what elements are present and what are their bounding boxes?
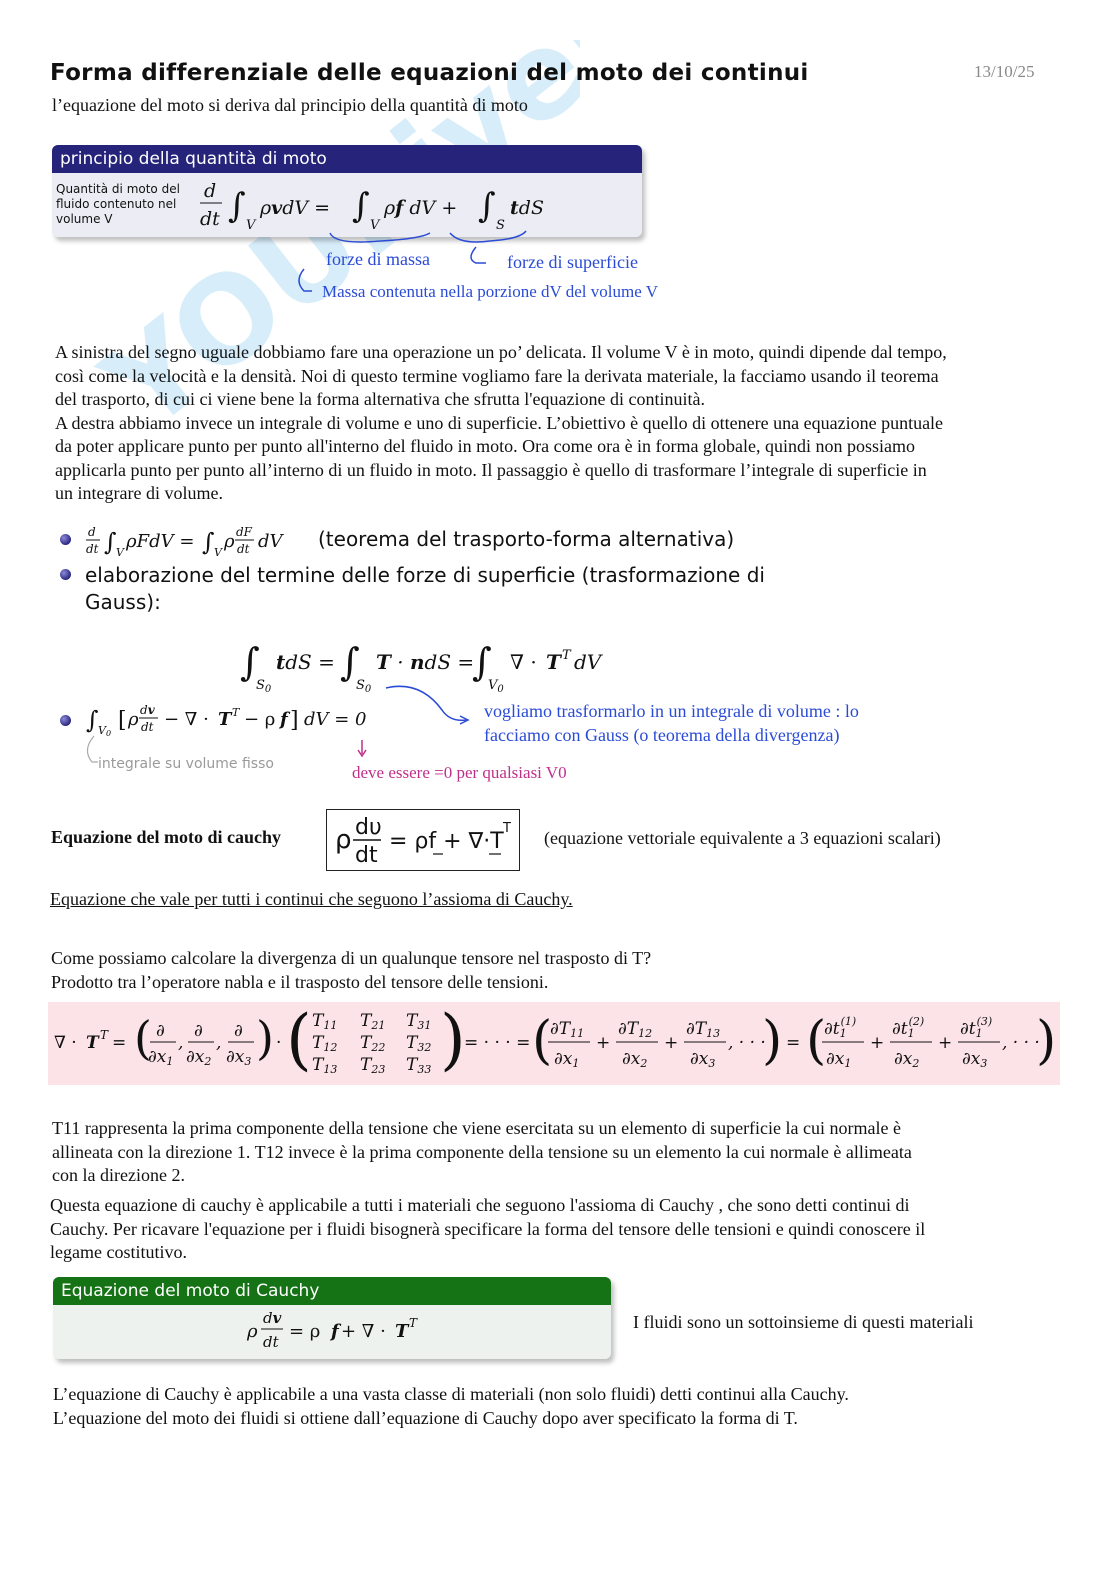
divergence-band xyxy=(48,1002,1060,1085)
svg-text:ρ: ρ xyxy=(128,709,139,730)
svg-text:f: f xyxy=(280,709,288,730)
svg-text:tdS =: tdS = xyxy=(276,650,335,674)
page-title: Forma differenziale delle equazioni del moto dei continui xyxy=(50,60,809,86)
svg-text:∇ ·: ∇ · xyxy=(54,1033,77,1053)
svg-text:− ρ: − ρ xyxy=(244,709,276,730)
svg-text:T: T xyxy=(546,650,561,674)
svg-text:∂t1(2): ∂t1(2) xyxy=(892,1015,925,1040)
cauchy-box-side-note: I fluidi sono un sottoinsieme di questi materiali xyxy=(633,1312,974,1332)
svg-text:S: S xyxy=(496,218,505,233)
svg-text:∫: ∫ xyxy=(340,640,360,684)
svg-text:T21: T21 xyxy=(360,1011,386,1032)
svg-text:ρ: ρ xyxy=(335,825,352,855)
bullet-3 xyxy=(60,715,71,726)
svg-text:ρvdV =: ρvdV = xyxy=(260,197,331,219)
svg-text:∂x2: ∂x2 xyxy=(186,1047,212,1068)
annotation-volume-fisso: integrale su volume fisso xyxy=(98,756,274,772)
svg-text:+ ∇ ·: + ∇ · xyxy=(341,1321,386,1342)
svg-text:V: V xyxy=(116,546,124,559)
annotation-forze-massa: forze di massa xyxy=(326,249,430,269)
svg-text:ρ: ρ xyxy=(224,531,235,552)
svg-text:T · ndS =: T · ndS = xyxy=(376,650,475,674)
svg-text:dv: dv xyxy=(140,703,155,717)
principio-box-label: Quantità di moto del fluido contenuto nel volume V xyxy=(56,182,180,226)
svg-text:∂x3: ∂x3 xyxy=(962,1049,988,1070)
svg-text:+: + xyxy=(870,1033,885,1053)
svg-text:V0: V0 xyxy=(98,724,112,738)
svg-text:dt: dt xyxy=(237,542,250,556)
svg-text:T31: T31 xyxy=(406,1011,432,1032)
bullet-1 xyxy=(60,534,71,545)
bullet-2-text: elaborazione del termine delle forze di superficie (trasformazione di Gauss): xyxy=(85,563,765,614)
svg-text:dυ: dυ xyxy=(355,815,382,840)
svg-text:+: + xyxy=(664,1033,679,1053)
svg-text:d: d xyxy=(88,525,96,539)
cauchy-box-heading: Equazione del moto di Cauchy xyxy=(53,1277,611,1305)
svg-text:dt: dt xyxy=(86,542,99,556)
svg-text:= ρ: = ρ xyxy=(289,1321,321,1342)
svg-text:=: = xyxy=(112,1033,127,1053)
svg-text:= ρf + ∇·T: = ρf + ∇·T xyxy=(389,829,504,854)
svg-text:∫: ∫ xyxy=(352,186,370,226)
svg-text:): ) xyxy=(440,1002,466,1078)
vale-line: Equazione che vale per tutti i continui che seguono l’assioma di Cauchy. xyxy=(50,889,573,909)
svg-text:∂x1: ∂x1 xyxy=(826,1049,852,1070)
svg-text:(: ( xyxy=(806,1011,827,1071)
svg-text:): ) xyxy=(1036,1011,1057,1071)
svg-text:T32: T32 xyxy=(406,1033,432,1054)
svg-text:ρf dV +: ρf dV + xyxy=(384,197,458,219)
svg-text:∂T13: ∂T13 xyxy=(686,1019,721,1040)
svg-text:ρFdV =: ρFdV = xyxy=(126,531,195,552)
page-date: 13/10/25 xyxy=(974,62,1035,81)
cauchy-box-equation xyxy=(243,1307,443,1357)
svg-text:·: · xyxy=(276,1033,282,1053)
subtitle: l’equazione del moto si deriva dal principio della quantità di moto xyxy=(52,95,528,115)
svg-text:dV: dV xyxy=(574,650,602,674)
svg-text:∂x3: ∂x3 xyxy=(690,1049,716,1070)
bullet-2 xyxy=(60,569,71,580)
annotation-forze-superficie: forze di superficie xyxy=(507,252,638,272)
cauchy-eq-note: (equazione vettoriale equivalente a 3 equazioni scalari) xyxy=(544,828,941,848)
svg-text:T13: T13 xyxy=(312,1055,338,1076)
svg-text:T: T xyxy=(232,706,240,719)
svg-text:∇ ·: ∇ · xyxy=(510,650,537,674)
svg-text:dt: dt xyxy=(355,843,378,868)
paragraph-3: Questa equazione di cauchy è applicabile a tutti i materiali che seguono l'assioma di Cauchy , che sono detti continui di Cauchy. Per ricavare l'equazione per i fluidi bisognerà specificare la forma del tensore delle tensioni e quindi conoscere il legame costitutivo. xyxy=(50,1195,926,1262)
cauchy-handwritten-equation xyxy=(327,810,519,870)
transport-theorem-formula xyxy=(84,522,324,562)
svg-text:T: T xyxy=(395,1321,409,1342)
svg-text:V0: $V_0$ xyxy=(488,678,504,695)
paragraph-4: L’equazione di Cauchy è applicabile a una vasta classe di materiali (non solo fluidi) detti continui alla Cauchy. L’equazione del moto dei fluidi si ottiene dall’equazione di Cauchy dopo aver specificato la forma di T. xyxy=(53,1384,849,1428)
svg-text:, · · ·: , · · · xyxy=(1002,1033,1040,1053)
svg-text:[: [ xyxy=(118,708,127,733)
svg-text:∫: ∫ xyxy=(472,640,492,684)
divergence-formula xyxy=(48,1002,1060,1085)
svg-text:V: V xyxy=(246,218,256,233)
svg-text:,: , xyxy=(216,1033,222,1053)
svg-text:∂x1: ∂x1 xyxy=(554,1049,580,1070)
svg-text:dt: dt xyxy=(141,720,154,734)
svg-text:, · · ·: , · · · xyxy=(728,1033,766,1053)
svg-text:T: T xyxy=(562,648,571,663)
svg-text:): ) xyxy=(256,1011,274,1065)
svg-text:T: T xyxy=(409,1316,418,1330)
paragraph-2: T11 rappresenta la prima componente della tensione che viene esercitata su un elemento di superficie la cui normale è allineata con la direzione 1. T12 invece è la prima componente della tensione su un elemento la cui normale è allimeata con la direzione 2. xyxy=(52,1118,912,1185)
svg-text:∫: ∫ xyxy=(104,528,117,556)
svg-text:T12: T12 xyxy=(312,1033,338,1054)
svg-text:): ) xyxy=(762,1011,783,1071)
svg-text:V: V xyxy=(214,546,222,559)
cauchy-handwritten-box xyxy=(326,809,520,871)
svg-text:∂x2: ∂x2 xyxy=(622,1049,648,1070)
svg-text:∂t1(1): ∂t1(1) xyxy=(824,1015,857,1040)
svg-text:∫: ∫ xyxy=(202,528,215,556)
svg-text:(: ( xyxy=(532,1011,553,1071)
svg-text:∫: ∫ xyxy=(240,640,260,684)
svg-text:V: V xyxy=(370,218,380,233)
svg-text:S0: $S_0$ xyxy=(356,678,372,695)
svg-text:T: T xyxy=(86,1033,99,1053)
svg-text:T33: T33 xyxy=(406,1055,432,1076)
divergence-question: Come possiamo calcolare la divergenza di un qualunque tensore nel trasposto di T? Prodotto tra l’operatore nabla e il trasposto del tensore delle tensioni. xyxy=(51,948,652,992)
svg-text:+: + xyxy=(596,1033,611,1053)
svg-text:∂: ∂ xyxy=(234,1021,243,1041)
svg-text:d: d xyxy=(204,180,217,202)
svg-text:f: f xyxy=(331,1321,339,1342)
svg-text:]: ] xyxy=(290,708,299,733)
principio-box xyxy=(52,145,642,237)
svg-text:∂T12: ∂T12 xyxy=(618,1019,653,1040)
svg-text:T11: T11 xyxy=(312,1011,338,1032)
svg-text:,: , xyxy=(178,1033,184,1053)
cauchy-box xyxy=(53,1277,611,1359)
svg-text:T: T xyxy=(100,1028,109,1042)
svg-text:(: ( xyxy=(134,1011,152,1065)
principio-box-heading: principio della quantità di moto xyxy=(52,145,642,173)
svg-text:= · · · =: = · · · = xyxy=(464,1033,531,1053)
svg-text:dv: dv xyxy=(263,1309,282,1327)
svg-text:dt: dt xyxy=(263,1333,279,1351)
annotation-deve-essere: deve essere =0 per qualsiasi V0 xyxy=(352,763,567,782)
svg-text:∂x1: ∂x1 xyxy=(148,1047,174,1068)
svg-text:∂: ∂ xyxy=(194,1021,203,1041)
svg-text:dt: dt xyxy=(200,208,220,230)
cauchy-eq-label: Equazione del moto di cauchy xyxy=(51,827,282,847)
svg-text:dF: dF xyxy=(236,525,253,539)
svg-text:∫: ∫ xyxy=(86,706,99,734)
svg-text:∫: ∫ xyxy=(478,186,496,226)
annotation-trasformare: vogliamo trasformarlo in un integrale di volume : lo facciamo con Gauss (o teorema della divergenza) xyxy=(484,701,859,745)
svg-text:∂t1(3): ∂t1(3) xyxy=(960,1015,993,1040)
svg-text:− ∇ ·: − ∇ · xyxy=(164,709,209,730)
svg-text:∂: ∂ xyxy=(156,1021,165,1041)
svg-text:∂T11: ∂T11 xyxy=(550,1019,585,1040)
svg-text:∂x2: ∂x2 xyxy=(894,1049,920,1070)
svg-text:tdS: tdS xyxy=(510,197,544,219)
svg-text:dV: dV xyxy=(258,531,283,552)
svg-text:T: T xyxy=(503,821,511,836)
bullet-1-text: (teorema del trasporto-forma alternativa) xyxy=(318,527,735,551)
svg-text:S0: $S_0$ xyxy=(256,678,272,695)
svg-text:ρ: ρ xyxy=(247,1321,258,1342)
svg-text:(: ( xyxy=(286,1002,312,1078)
svg-text:∂x3: ∂x3 xyxy=(226,1047,252,1068)
svg-text:=: = xyxy=(786,1033,801,1053)
svg-text:T23: T23 xyxy=(360,1055,386,1076)
svg-text:+: + xyxy=(938,1033,953,1053)
annotation-massa-contenuta: Massa contenuta nella porzione dV del volume V xyxy=(322,282,658,301)
paragraph-1: A sinistra del segno uguale dobbiamo fare una operazione un po’ delicata. Il volume V è in moto, quindi dipende dal tempo, così come la velocità e la densità. Noi di questo termine vogliamo fare la derivata materiale, la facciamo usando il teorema del trasporto, di cui ci viene bene la forma alternativa che sfrutta l'equazione di continuità. A destra abbiamo invece un integrale di volume e uno di superficie. L’obiettivo è quello di ottenere una equazione puntuale da poter applicare punto per punto all'interno del fluido in moto. Ora come ora è in forma globale, quindi non possiamo applicarla punto per punto all’interno di un fluido in moto. Il passaggio è quello di trasformare l’integrale di superficie in un integrare di volume. xyxy=(55,342,947,503)
svg-text:T22: T22 xyxy=(360,1033,386,1054)
svg-text:∫: ∫ xyxy=(228,186,246,226)
svg-text:dV = 0: dV = 0 xyxy=(304,709,367,730)
svg-text:T: T xyxy=(218,709,232,730)
